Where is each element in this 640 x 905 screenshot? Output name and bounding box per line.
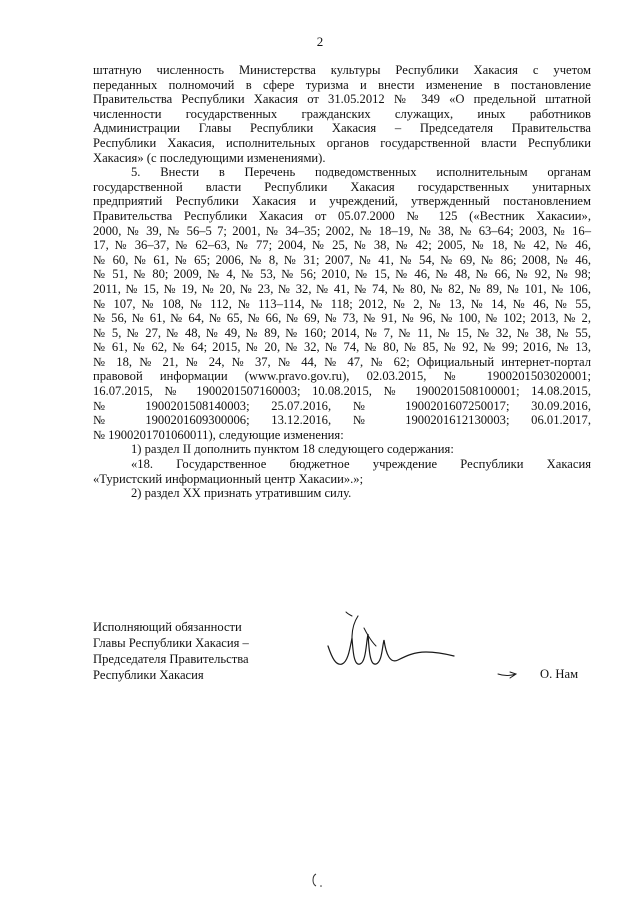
text-line: 1) раздел II дополнить пунктом 18 следующего содержания: (131, 442, 454, 457)
text-line: № 61, № 62, № 64; 2015, № 20, № 32, № 74, № 80, № 85, № 92, № 99; 2016, № 13, (93, 340, 591, 355)
signatory-title-line: Исполняющий обязанности (93, 620, 242, 634)
text-line: 2011, № 15, № 19, № 20, № 23, № 32, № 41, № 74, № 80, № 82, № 89, № 101, № 106, (93, 281, 591, 296)
handwritten-signature (318, 608, 478, 688)
signatory-title-line: Главы Республики Хакасия – (93, 636, 249, 650)
scan-mark (308, 870, 328, 890)
text-line: Правительства Республики Хакасия от 31.05.2012 № 349 «О предельной штатной (93, 92, 591, 107)
text-line: «Туристский информационный центр Хакасии».»; (93, 471, 364, 486)
document-body (93, 63, 591, 501)
signatory-name: О. Нам (540, 667, 579, 681)
text-line: № 56, № 61, № 64, № 65, № 66, № 69, № 73, № 91, № 96, № 100, № 102; 2013, № 2, (93, 311, 591, 326)
text-line: 2000, № 39, № 56–5 7; 2001, № 34–35; 2002, № 18–19, № 38, № 63–64; 2003, № 16– (93, 223, 591, 238)
text-line: № 60, № 61, № 65; 2006, № 8, № 31; 2007, № 41, № 54, № 69, № 86; 2008, № 46, (93, 252, 591, 267)
text-line: Республики Хакасия, исполнительных органов государственной власти Республики (93, 135, 591, 150)
signatory-title-line: Председателя Правительства (93, 652, 249, 666)
text-line: Администрации Главы Республики Хакасия – Председателя Правительства (93, 121, 591, 136)
text-line: 2) раздел XX признать утратившим силу. (131, 486, 352, 501)
text-line: № 5, № 27, № 48, № 49, № 89, № 160; 2014, № 7, № 11, № 15, № 32, № 38, № 55, (93, 325, 591, 340)
paragraph-item-5 (93, 165, 591, 442)
signature-tail-mark (496, 670, 518, 682)
text-line: № 1900201701060011), следующие изменения: (93, 427, 344, 442)
text-line: № 1900201508140003; 25.07.2016, № 1900201607250017; 30.09.2016, (93, 398, 591, 413)
text-line: 17, № 36–37, № 62–63, № 77; 2004, № 25, № 38, № 42; 2005, № 18, № 42, № 46, (93, 238, 591, 253)
text-line: численности государственных гражданских служащих, иных работников (93, 106, 591, 121)
paragraph-staffing (93, 63, 591, 165)
paragraph-subitem-1 (93, 442, 591, 457)
text-line: Хакасия» (с последующими изменениями). (93, 150, 326, 165)
signatory-title-line: Республики Хакасия (93, 668, 204, 682)
text-line: штатную численность Министерства культуры Республики Хакасия с учетом (93, 63, 591, 77)
text-line: 5. Внести в Перечень подведомственных исполнительным органам (131, 165, 591, 180)
paragraph-subitem-2 (93, 486, 591, 501)
text-line: № 1900201609300006; 13.12.2016, № 1900201612130003; 06.01.2017, (93, 413, 591, 428)
signatory-title (93, 619, 249, 683)
paragraph-item-18-quote (93, 457, 591, 486)
text-line: № 51, № 80; 2009, № 4, № 53, № 56; 2010, № 15, № 46, № 48, № 66, № 92, № 98; (93, 267, 591, 282)
text-line: «18. Государственное бюджетное учреждение Республики Хакасия (131, 457, 591, 472)
page-number: 2 (316, 34, 324, 49)
text-line: № 107, № 108, № 112, № 113–114, № 118; 2012, № 2, № 13, № 14, № 46, № 55, (93, 296, 591, 311)
text-line: государственной власти Республики Хакасия государственных унитарных (93, 179, 591, 194)
text-line: переданных полномочий в сфере туризма и внести изменение в постановление (93, 77, 591, 92)
text-line: № 18, № 21, № 24, № 37, № 44, № 47, № 62; Официальный интернет-портал (93, 354, 591, 369)
text-line: 16.07.2015, № 1900201507160003; 10.08.2015, № 1900201508100001; 14.08.2015, (93, 384, 591, 399)
text-line: предприятий Республики Хакасия и учреждений, утвержденный постановлением (93, 194, 591, 209)
text-line: Правительства Республики Хакасия от 05.07.2000 № 125 («Вестник Хакасии», (93, 208, 591, 223)
text-line: правовой информации (www.pravo.gov.ru), 02.03.2015, № 1900201503020001; (93, 369, 591, 384)
